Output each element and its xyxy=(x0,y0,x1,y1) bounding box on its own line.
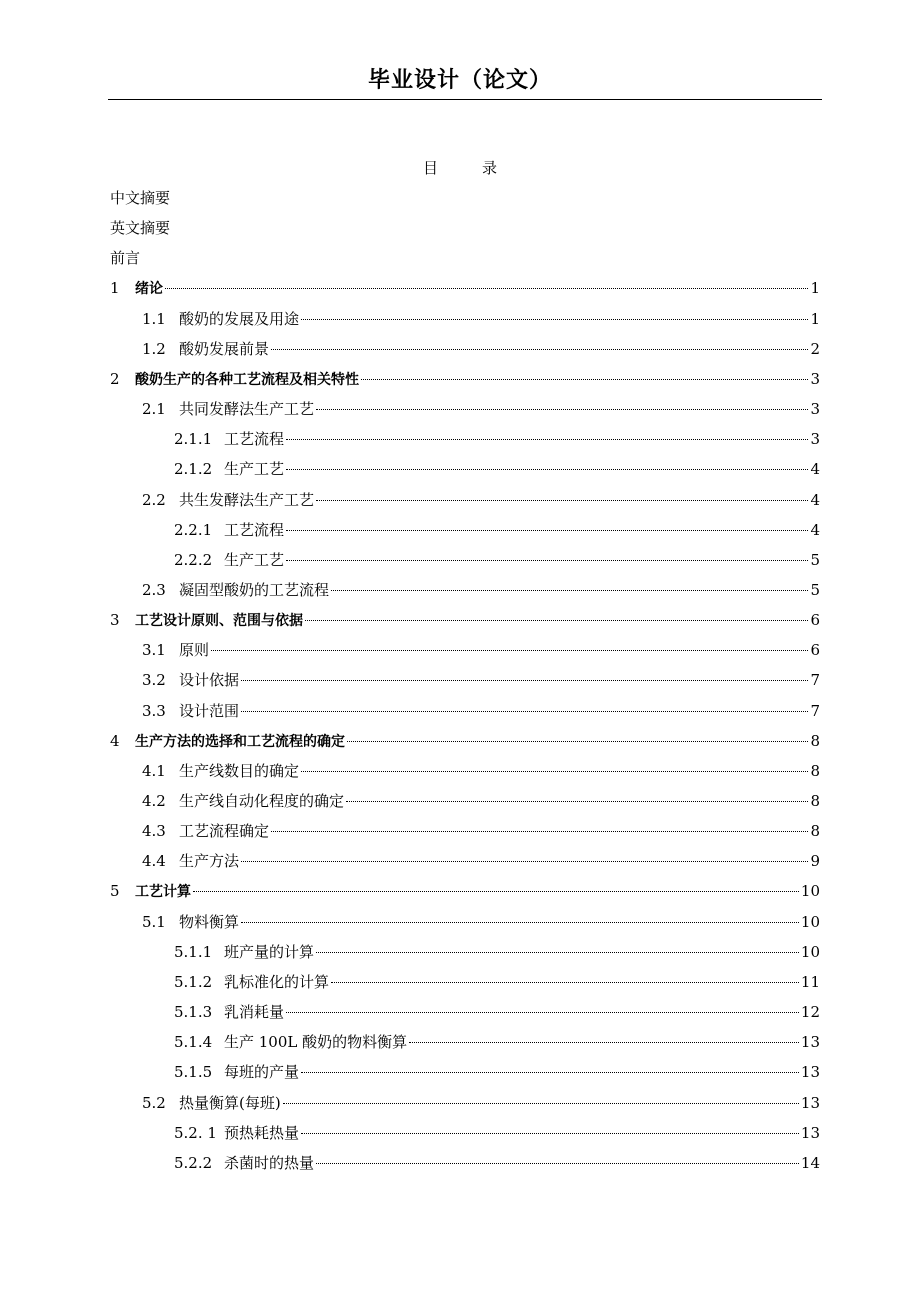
toc-entry[interactable] xyxy=(0,337,920,361)
toc-entry-number: 5 xyxy=(110,882,120,900)
toc-entry-title: 中文摘要 xyxy=(110,189,171,207)
toc-entry-page-number: 3 xyxy=(810,430,820,448)
toc-dot-leader xyxy=(361,379,808,380)
toc-dot-leader xyxy=(316,409,808,410)
toc-entry-title: 前言 xyxy=(110,249,141,267)
toc-entry-number: 3.3 xyxy=(142,702,166,720)
toc-entry-title: 班产量的计算 xyxy=(224,943,315,961)
toc-entry-page-number: 5 xyxy=(810,551,820,569)
toc-dot-leader xyxy=(346,801,808,802)
toc-entry-page-number: 14 xyxy=(800,1154,820,1172)
toc-entry-number: 3 xyxy=(110,611,120,629)
toc-entry[interactable] xyxy=(0,608,920,632)
toc-entry-title: 乳标准化的计算 xyxy=(224,973,330,991)
document-header-title: 毕业设计（论文） xyxy=(367,68,552,93)
toc-entry-page-number: 5 xyxy=(810,581,820,599)
toc-entry-title: 生产线自动化程度的确定 xyxy=(179,792,345,810)
toc-entry[interactable] xyxy=(0,879,920,903)
toc-entry-title: 工艺流程确定 xyxy=(179,822,270,840)
toc-entry[interactable] xyxy=(0,1121,920,1145)
toc-title-left: 目 xyxy=(422,159,438,177)
toc-dot-leader xyxy=(286,469,808,470)
toc-entry-number: 4.1 xyxy=(142,762,166,780)
toc-dot-leader xyxy=(286,1012,799,1013)
toc-entry-page-number: 4 xyxy=(810,521,820,539)
toc-entry-number: 4 xyxy=(110,732,120,750)
toc-dot-leader xyxy=(165,288,808,289)
toc-entry-number: 5.2.2 xyxy=(174,1154,213,1172)
toc-entry-number: 1.2 xyxy=(142,340,166,358)
toc-entry[interactable] xyxy=(0,186,920,210)
toc-entry[interactable] xyxy=(0,427,920,451)
toc-entry-number: 5.1.4 xyxy=(174,1033,213,1051)
toc-entry-number: 4.3 xyxy=(142,822,166,840)
toc-entry-number: 5.2 xyxy=(142,1094,166,1112)
toc-dot-leader xyxy=(305,620,808,621)
toc-entry[interactable] xyxy=(0,457,920,481)
toc-entry[interactable] xyxy=(0,246,920,270)
toc-entry-title: 工艺流程 xyxy=(224,521,285,539)
toc-entry-title: 英文摘要 xyxy=(110,219,171,237)
toc-entry-title: 设计依据 xyxy=(179,671,240,689)
toc-entry-page-number: 1 xyxy=(810,279,820,297)
toc-entry[interactable] xyxy=(0,759,920,783)
toc-entry-page-number: 13 xyxy=(800,1063,820,1081)
toc-entry-title: 设计范围 xyxy=(179,702,240,720)
toc-entry-page-number: 3 xyxy=(810,370,820,388)
toc-entry[interactable] xyxy=(0,910,920,934)
toc-entry-number: 5.1.3 xyxy=(174,1003,213,1021)
toc-dot-leader xyxy=(347,741,808,742)
toc-entry-page-number: 8 xyxy=(810,762,820,780)
toc-entry-number: 1 xyxy=(110,279,120,297)
toc-dot-leader xyxy=(271,349,808,350)
toc-entry-title: 原则 xyxy=(179,641,210,659)
toc-dot-leader xyxy=(331,590,808,591)
toc-entry-number: 2.1.2 xyxy=(174,460,213,478)
toc-dot-leader xyxy=(193,891,799,892)
toc-entry-title: 工艺流程 xyxy=(224,430,285,448)
toc-entry-page-number: 4 xyxy=(810,491,820,509)
toc-entry-number: 1.1 xyxy=(142,310,166,328)
toc-dot-leader xyxy=(286,439,808,440)
toc-entry-number: 3.2 xyxy=(142,671,166,689)
toc-entry-page-number: 13 xyxy=(800,1124,820,1142)
toc-entry-page-number: 10 xyxy=(800,943,820,961)
toc-entry-number: 5.1.5 xyxy=(174,1063,213,1081)
toc-entry-page-number: 10 xyxy=(800,913,820,931)
toc-entry[interactable] xyxy=(0,518,920,542)
toc-dot-leader xyxy=(271,831,808,832)
toc-entry-number: 2.2.2 xyxy=(174,551,213,569)
toc-entry-title: 酸奶生产的各种工艺流程及相关特性 xyxy=(135,372,359,388)
toc-entry[interactable] xyxy=(0,699,920,723)
toc-entry-page-number: 3 xyxy=(810,400,820,418)
toc-entry[interactable] xyxy=(0,216,920,240)
toc-entry[interactable] xyxy=(0,1030,920,1054)
toc-dot-leader xyxy=(301,771,808,772)
toc-dot-leader xyxy=(241,922,799,923)
toc-entry-number: 5.1.2 xyxy=(174,973,213,991)
toc-entry-page-number: 8 xyxy=(810,822,820,840)
toc-entry-page-number: 9 xyxy=(810,852,820,870)
toc-entry-title: 热量衡算(每班) xyxy=(179,1094,281,1112)
toc-dot-leader xyxy=(301,319,808,320)
toc-entry-title: 绪论 xyxy=(135,281,163,297)
toc-entry-page-number: 11 xyxy=(800,973,820,991)
toc-entry-page-number: 7 xyxy=(810,671,820,689)
toc-entry-title: 凝固型酸奶的工艺流程 xyxy=(179,581,330,599)
toc-dot-leader xyxy=(286,560,808,561)
toc-entry-number: 2.3 xyxy=(142,581,166,599)
toc-dot-leader xyxy=(301,1133,799,1134)
toc-entry[interactable] xyxy=(0,276,920,300)
toc-entry-page-number: 8 xyxy=(810,732,820,750)
toc-entry[interactable] xyxy=(0,1151,920,1175)
toc-entry-page-number: 13 xyxy=(800,1094,820,1112)
toc-entry[interactable] xyxy=(0,1091,920,1115)
toc-entry-title: 杀菌时的热量 xyxy=(224,1154,315,1172)
toc-dot-leader xyxy=(316,952,799,953)
toc-dot-leader xyxy=(241,861,808,862)
toc-dot-leader xyxy=(316,1163,799,1164)
toc-entry-title: 共生发酵法生产工艺 xyxy=(179,491,315,509)
toc-entry[interactable] xyxy=(0,970,920,994)
toc-entry-page-number: 10 xyxy=(800,882,820,900)
toc-entry[interactable] xyxy=(0,548,920,572)
toc-entry-page-number: 12 xyxy=(800,1003,820,1021)
toc-entry-title: 生产方法的选择和工艺流程的确定 xyxy=(135,734,345,750)
toc-entry-number: 4.4 xyxy=(142,852,166,870)
toc-dot-leader xyxy=(331,982,799,983)
toc-entry[interactable] xyxy=(0,849,920,873)
toc-entry-title: 工艺设计原则、范围与依据 xyxy=(135,613,303,629)
toc-entry[interactable] xyxy=(0,668,920,692)
toc-entry-title: 每班的产量 xyxy=(224,1063,300,1081)
toc-entry-page-number: 6 xyxy=(810,611,820,629)
toc-entry[interactable] xyxy=(0,1000,920,1024)
toc-entry-title: 酸奶的发展及用途 xyxy=(179,310,300,328)
toc-entry[interactable] xyxy=(0,729,920,753)
toc-dot-leader xyxy=(241,711,808,712)
toc-entry-title: 酸奶发展前景 xyxy=(179,340,270,358)
toc-entry-page-number: 2 xyxy=(810,340,820,358)
toc-entry-title: 生产 100L 酸奶的物料衡算 xyxy=(224,1033,408,1051)
toc-entry-number: 3.1 xyxy=(142,641,166,659)
toc-entry-title: 生产工艺 xyxy=(224,460,285,478)
toc-entry-number: 2 xyxy=(110,370,120,388)
toc-entry-title: 物料衡算 xyxy=(179,913,240,931)
toc-entry-number: 5.1 xyxy=(142,913,166,931)
toc-entry-title: 共同发酵法生产工艺 xyxy=(179,400,315,418)
toc-entry[interactable] xyxy=(0,578,920,602)
toc-entry[interactable] xyxy=(0,940,920,964)
toc-entry-number: 5.1.1 xyxy=(174,943,213,961)
toc-entry[interactable] xyxy=(0,488,920,512)
toc-entry[interactable] xyxy=(0,819,920,843)
toc-entry[interactable] xyxy=(0,367,920,391)
toc-entry-page-number: 6 xyxy=(810,641,820,659)
toc-dot-leader xyxy=(286,530,808,531)
toc-entry-number: 2.1 xyxy=(142,400,166,418)
toc-dot-leader xyxy=(409,1042,799,1043)
toc-entry-page-number: 1 xyxy=(810,310,820,328)
toc-entry-page-number: 7 xyxy=(810,702,820,720)
toc-entry-number: 4.2 xyxy=(142,792,166,810)
toc-entry[interactable] xyxy=(0,397,920,421)
toc-entry-title: 预热耗热量 xyxy=(224,1124,300,1142)
toc-entry[interactable] xyxy=(0,638,920,662)
toc-entry-page-number: 8 xyxy=(810,792,820,810)
toc-entry-title: 生产方法 xyxy=(179,852,240,870)
toc-title-right: 录 xyxy=(482,159,498,177)
toc-dot-leader xyxy=(301,1072,799,1073)
toc-entry-number: 2.2.1 xyxy=(174,521,213,539)
toc-entry-title: 生产工艺 xyxy=(224,551,285,569)
toc-entry-number: 2.1.1 xyxy=(174,430,213,448)
toc-dot-leader xyxy=(283,1103,799,1104)
toc-entry-title: 乳消耗量 xyxy=(224,1003,285,1021)
toc-entry-page-number: 13 xyxy=(800,1033,820,1051)
toc-entry[interactable] xyxy=(0,307,920,331)
toc-entry-title: 工艺计算 xyxy=(135,884,191,900)
toc-entry-number: 5.2. 1 xyxy=(174,1124,217,1142)
toc-entry[interactable] xyxy=(0,1060,920,1084)
toc-entry-title: 生产线数目的确定 xyxy=(179,762,300,780)
toc-entry-number: 2.2 xyxy=(142,491,166,509)
toc-entry[interactable] xyxy=(0,789,920,813)
toc-dot-leader xyxy=(316,500,808,501)
toc-entry-page-number: 4 xyxy=(810,460,820,478)
toc-dot-leader xyxy=(211,650,808,651)
toc-dot-leader xyxy=(241,680,808,681)
